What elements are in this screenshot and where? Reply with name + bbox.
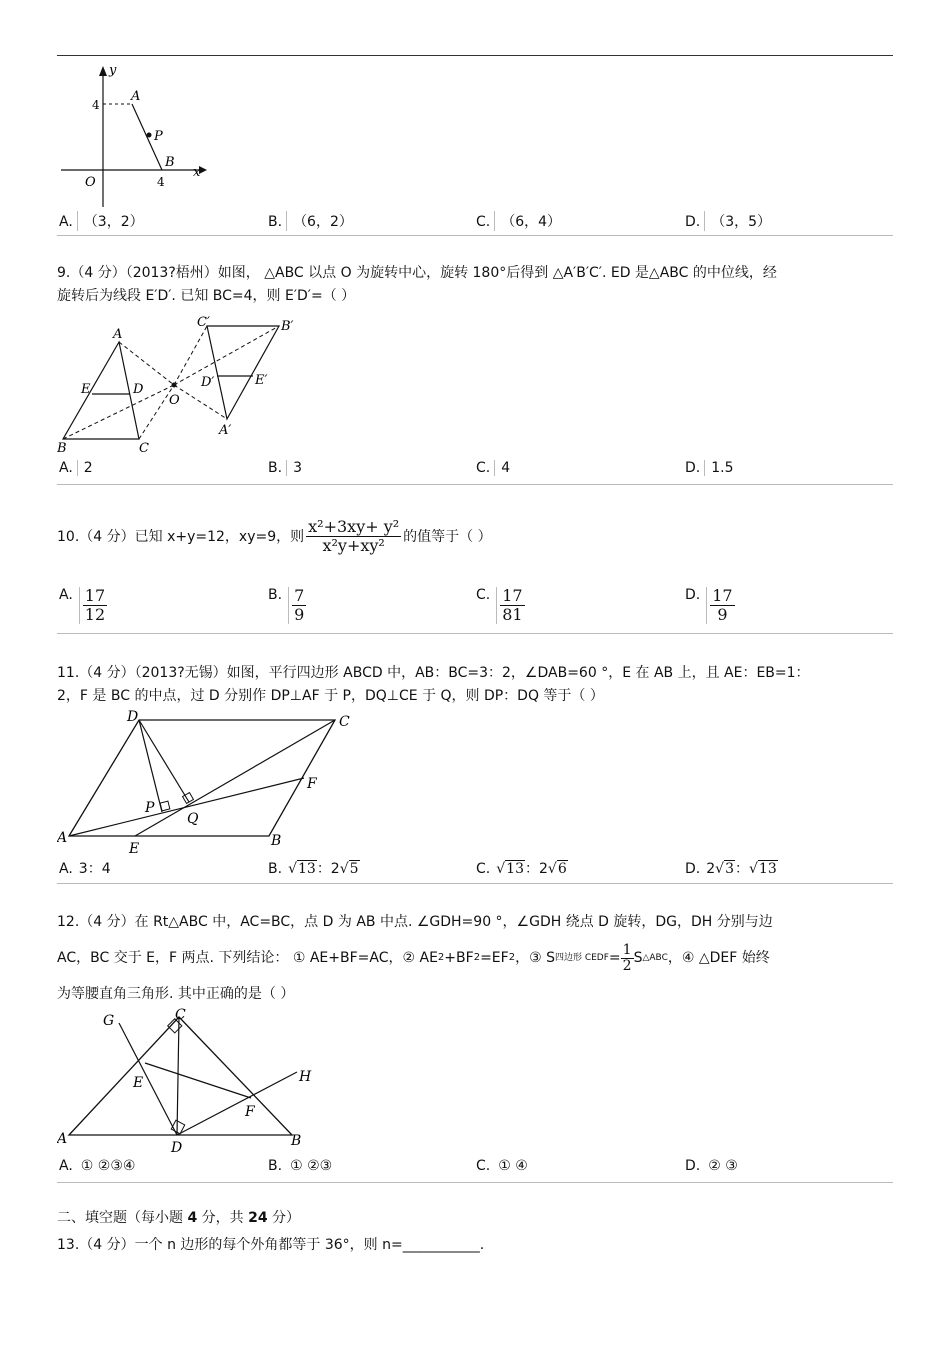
q11-options [57, 858, 893, 884]
q12-h-label: H [299, 1069, 312, 1085]
q9-d-label: D [133, 382, 144, 397]
q11-c-label: C [339, 714, 350, 730]
q11-option-d[interactable]: D. 2√3：√13 [685, 861, 777, 877]
q9-text-line2: 旋转后为线段 E′D′. 已知 BC=4，则 E′D′=（ ） [57, 288, 356, 304]
q12-option-d[interactable]: D. ② ③ [685, 1158, 738, 1174]
q13-text: 13.（4 分）一个 n 边形的每个外角都等于 36°，则 n=___________. [57, 1237, 485, 1253]
q10-option-c[interactable]: C. $\frac{17}{81}$ [476, 586, 523, 624]
q10-option-a[interactable]: A. $\frac{17}{12}$ [59, 586, 106, 624]
q11-e-label: E [129, 841, 140, 857]
q11-q-label: Q [187, 811, 199, 827]
q12-option-c[interactable]: C. ① ④ [476, 1158, 528, 1174]
q10-options [57, 585, 893, 634]
q12-e-label: E [133, 1075, 144, 1091]
q10-prefix: 10.（4 分）已知 x+y=12，xy=9，则 [57, 528, 305, 545]
q11-figure [57, 708, 362, 858]
top-rule [57, 55, 893, 56]
q8-option-a[interactable]: A. （3，2） [59, 211, 144, 231]
q8-x-label: x [193, 165, 201, 180]
section2-heading: 二、填空题（每小题 4 分，共 24 分） [57, 1210, 301, 1226]
q10-option-b[interactable]: B. $\frac{7}{9}$ [268, 586, 305, 624]
q8-o-label: O [85, 175, 96, 190]
q12-options [57, 1158, 893, 1183]
q9-a-label: A [113, 327, 123, 342]
q9-d2-label: D′ [201, 375, 215, 390]
q12-a-label: A [57, 1131, 68, 1147]
q10-fraction [306, 518, 401, 555]
q10-text [57, 518, 893, 555]
q10-fraction-num: x²+3xy+ y² [308, 517, 400, 536]
q8-option-b[interactable]: B. （6，2） [268, 211, 353, 231]
q9-option-b[interactable]: B. 3 [268, 460, 302, 476]
q11-p-label: P [145, 800, 155, 816]
q9-e2-label: E′ [255, 373, 268, 388]
q9-option-d[interactable]: D. 1.5 [685, 460, 734, 476]
q12-text-line3: 为等腰直角三角形. 其中正确的是（ ） [57, 986, 295, 1002]
q13-answer-blank[interactable]: ___________ [402, 1237, 480, 1253]
q11-d-label: D [127, 709, 139, 725]
q9-option-a[interactable]: A. 2 [59, 460, 93, 476]
q11-text-line1: 11.（4 分）（2013?无锡）如图，平行四边形 ABCD 中，AB：BC=3：2，∠DAB=60 °，E 在 AB 上，且 AE：EB=1： [57, 665, 810, 681]
q9-b-label: B [57, 441, 67, 456]
q9-c-label: C [139, 441, 149, 456]
q8-options [57, 211, 893, 236]
q11-option-c[interactable]: C. √13：2√6 [476, 861, 567, 877]
q8-option-c[interactable]: C. （6，4） [476, 211, 561, 231]
q8-option-d[interactable]: D. （3，5） [685, 211, 771, 231]
q9-text-line1: 9.（4 分）（2013?梧州）如图， △ABC 以点 O 为旋转中心，旋转 180°后得到 △A′B′C′. ED 是△ABC 的中位线，经 [57, 265, 777, 281]
q9-c2-label: C′ [197, 315, 210, 330]
q11-option-b[interactable]: B. √13：2√5 [268, 861, 359, 877]
q12-text-line1: 12.（4 分）在 Rt△ABC 中，AC=BC，点 D 为 AB 中点. ∠GDH=90 °，∠GDH 绕点 D 旋转，DG，DH 分别与边 [57, 914, 773, 930]
q12-f-label: F [245, 1104, 255, 1120]
q9-b2-label: B′ [281, 319, 294, 334]
q8-four-x: 4 [157, 175, 165, 189]
q8-a-label: A [131, 89, 141, 104]
q9-e-label: E [81, 382, 91, 397]
q12-option-b[interactable]: B. ① ②③ [268, 1158, 333, 1174]
q12-option-a[interactable]: A. ① ②③④ [59, 1158, 136, 1174]
q10-suffix: 的值等于（ ） [403, 528, 492, 545]
q8-four-y: 4 [92, 98, 100, 112]
q8-figure [57, 62, 217, 210]
q8-y-label: y [109, 63, 117, 78]
q12-figure [57, 1005, 327, 1155]
q10-fraction-den: x²y+xy² [322, 536, 385, 555]
q9-option-c[interactable]: C. 4 [476, 460, 511, 476]
q11-b-label: B [271, 833, 282, 849]
q8-p-label: P [154, 129, 163, 144]
q12-b-label: B [291, 1133, 302, 1149]
q12-c-label: C [175, 1007, 186, 1023]
q12-g-label: G [103, 1013, 115, 1029]
q12-text-line2: AC，BC 交于 E，F 两点. 下列结论： ① AE+BF=AC，② AE 2 +BF 2 =EF 2 ，③ S 四边形 CEDF = $\frac{1}{2}$ S △ABC ，④ △DEF 始终 [57, 941, 770, 974]
q11-a-label: A [57, 830, 68, 846]
q10-option-d[interactable]: D. $\frac{17}{9}$ [685, 586, 733, 624]
q9-a2-label: A′ [219, 423, 232, 438]
q9-options [57, 460, 893, 485]
q11-text-line2: 2，F 是 BC 的中点，过 D 分别作 DP⊥AF 于 P，DQ⊥CE 于 Q，则 DP：DQ 等于（ ） [57, 688, 604, 704]
q9-figure [57, 314, 307, 456]
q11-option-a[interactable]: A. 3：4 [59, 861, 111, 877]
q11-f-label: F [307, 776, 317, 792]
q12-d-label: D [171, 1140, 183, 1155]
q8-b-label: B [165, 155, 175, 170]
q9-o-label: O [169, 393, 180, 408]
